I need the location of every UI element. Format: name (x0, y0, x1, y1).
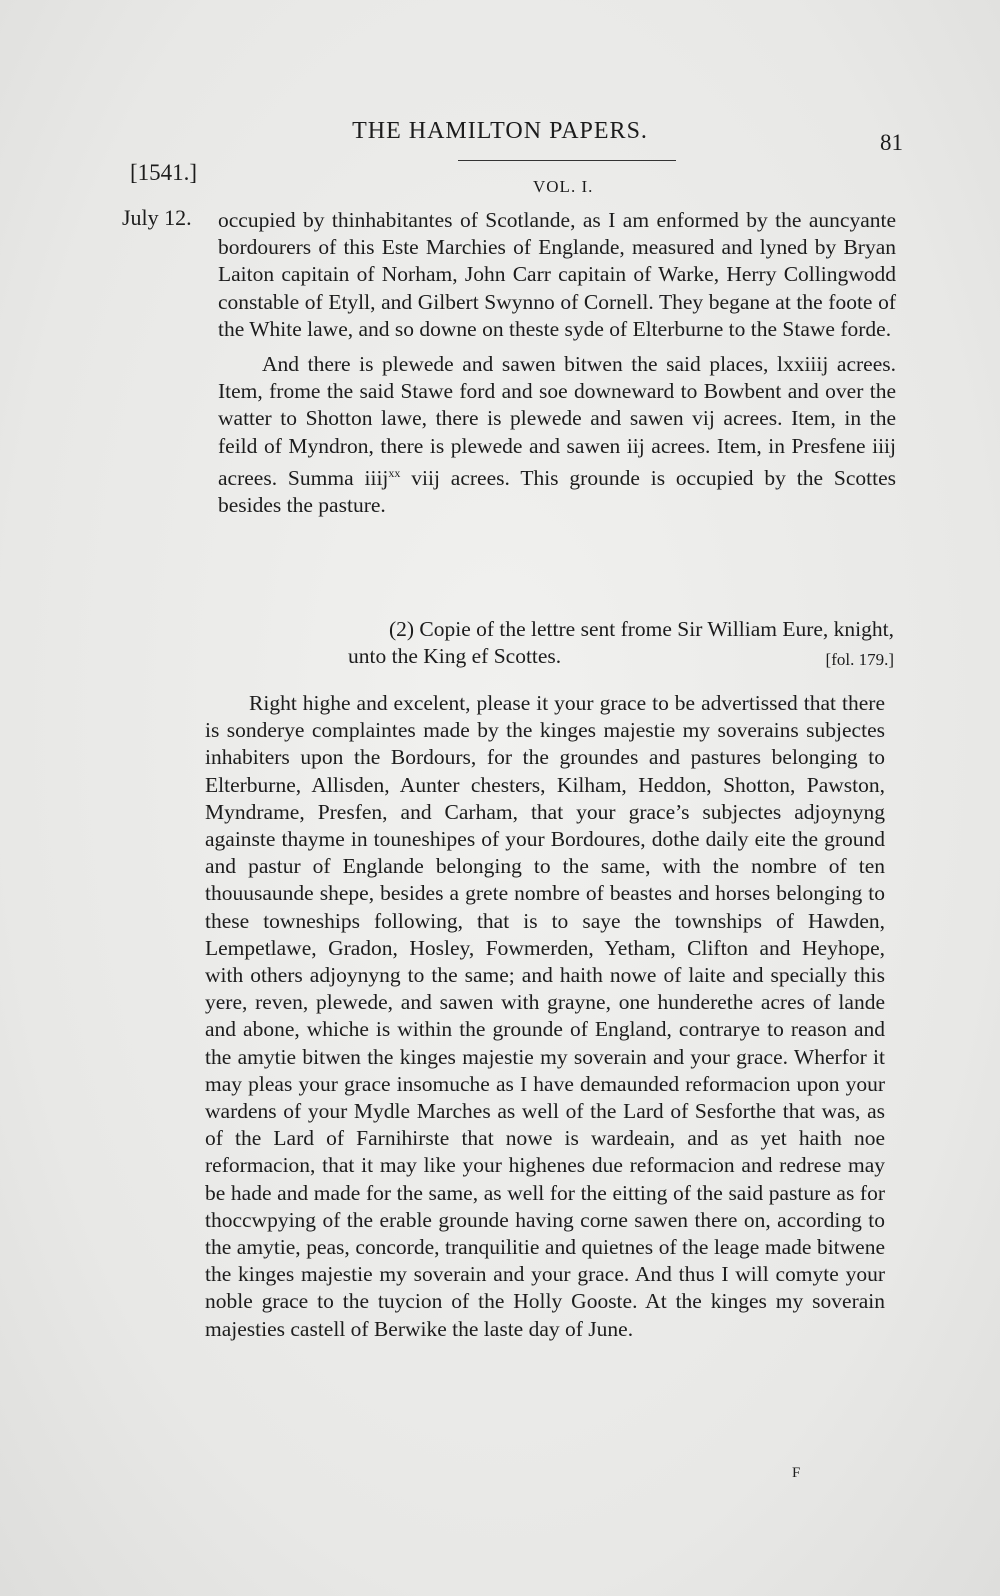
paragraph-2-start: And there is plewede and sawen bitwen the said places, lxxiiij acrees. Item, frome the said Stawe ford and soe downeward to Bowbent and over the watter to Shotton lawe, there is plewede and sawen vij acrees. Item, in the feild of Myndron, there is plewede and sawen iij acrees. Item, in Presfene iiij acrees. Summa iiij (218, 352, 896, 490)
header-rule (458, 160, 676, 161)
paragraph-1: occupied by thinhabitantes of Scotlande, as I am enformed by the auncyante bordourers of this Este Marchies of Englande, measured and lyned by Bryan Laiton capitain of Norham, John Carr capitain of Warke, Herry Collingwodd constable of Etyll, and Gilbert Swynno of Cornell. They begane at the foote of the White lawe, and so downe on theste syde of Elterburne to the Stawe forde. (218, 208, 896, 341)
paragraph-2-superscript: xx (388, 465, 401, 480)
margin-date: July 12. (122, 205, 192, 230)
heading-line-2 (262, 643, 894, 670)
letter-heading (262, 616, 894, 670)
page-number: 81 (880, 130, 903, 155)
paragraph-2 (218, 351, 896, 519)
heading-line-2-text: unto the King ef Scottes. (348, 644, 562, 668)
letter-paragraph: Right highe and excelent, please it your grace to be advertissed that there is sonderye complaintes made by the kinges majestie my soverains subjectes inhabiters upon the Bordours, for the groundes and pastures belonging to Elterburne, Allisden, Aunter chesters, Kilham, Heddon, Shotton, Pawston, Myndrame, Presfen, and Carham, that your grace’s subjectes adjoynyng againste thayme in touneshipes of your Bordoures, dothe daily eite the ground and pastur of Englande belonging to the same, with the nombre of ten thouusaunde shepe, besides a grete nombre of beastes and horses belonging to these towneships following, that is to saye the townships of Hawden, Lempetlawe, Gradon, Hosley, Fowmerden, Yetham, Clifton and Heyhope, with others adjoynyng to the same; and haith nowe of laite and specially this yere, reven, plewede, and sawen with grayne, one hunderethe acres of lande and abone, whiche is within the grounde of England, contrarye to reason and the amytie bitwen the kinges majestie my soverain and your grace. Wherfor it may pleas your grace insomuche as I have demaunded reformacion upon your wardens of your Mydle Marches as well of the Lard of Sesforthe that was, as of the Lard of Farnihirste that nowe is wardeain, and as yet haith noe reformacion, that it may like your highenes due reformacion and redrese may be hade and made for the same, as well for the eitting of the said pasture as for thoccwpying of the erable grounde having corne sawen there on, according to the amytie, peas, concorde, tranquilitie and quietnes of the leage made bitwene the kinges majestie my soverain and your grace. And thus I will comyte your noble grace to the tuycion of the Holly Gooste. At the kinges my soverain majesties castell of Berwike the laste day of June. (205, 691, 885, 1341)
volume-label: VOL. I. (533, 177, 594, 196)
paragraph-2-end: viij acrees. This grounde is occupied by the Scottes besides the pasture. (218, 465, 896, 518)
heading-line-1: (2) Copie of the lettre sent frome Sir William Eure, knight, (388, 617, 894, 641)
running-title: THE HAMILTON PAPERS. (352, 118, 648, 144)
folio-reference: [fol. 179.] (825, 650, 894, 669)
margin-year: [1541.] (130, 160, 198, 185)
signature-mark: F (792, 1465, 801, 1481)
section-1-text (218, 207, 896, 519)
letter-body (205, 690, 885, 1343)
